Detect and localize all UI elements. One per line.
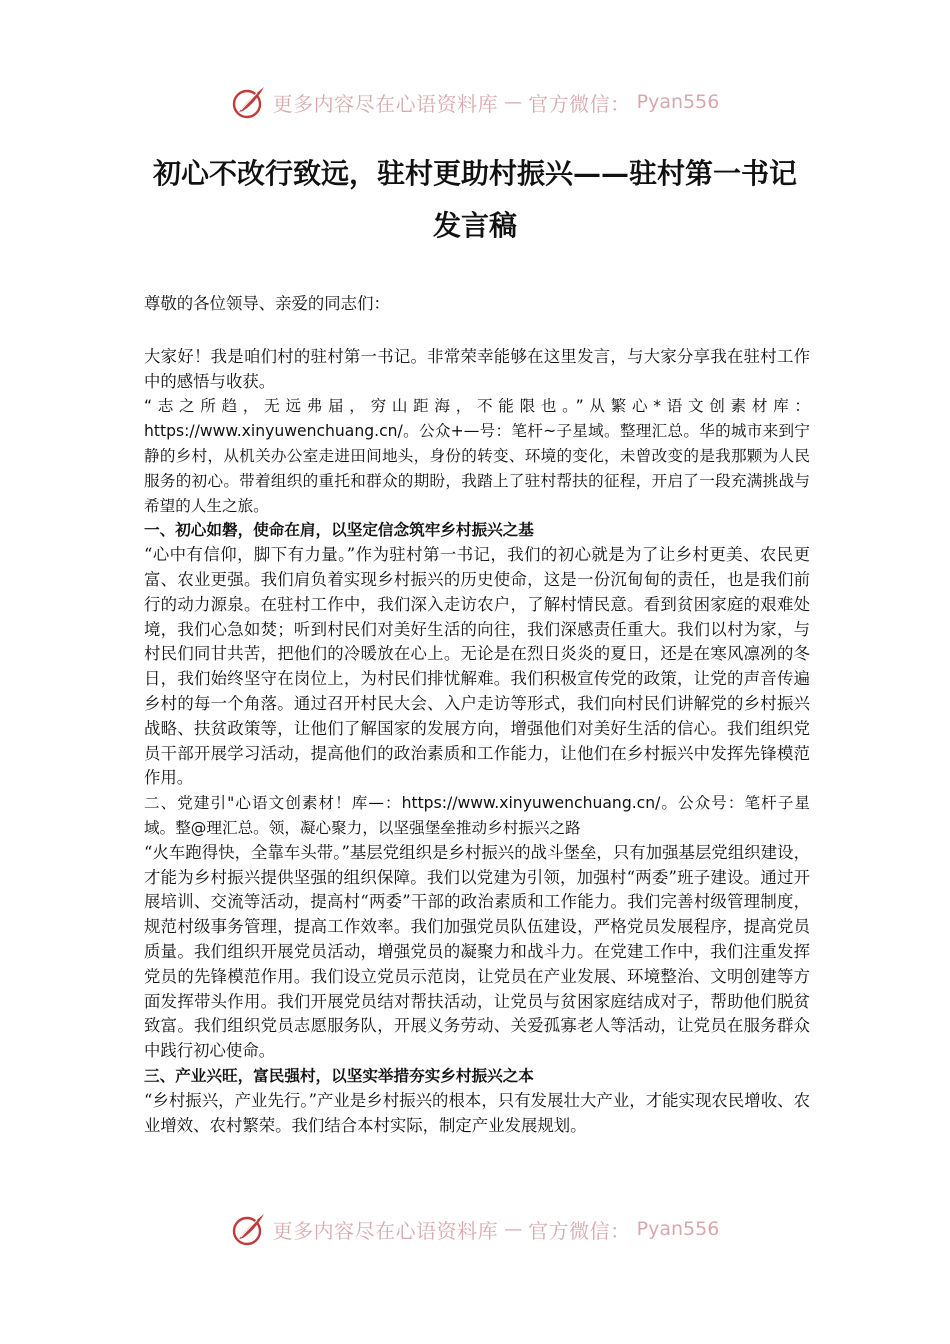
footer-watermark-banner — [0, 1211, 950, 1251]
document-title — [140, 148, 810, 252]
banner-official-label: 官方微信： — [528, 1218, 631, 1243]
banner-separator: — — [504, 1218, 523, 1240]
banner-separator: — — [504, 91, 523, 113]
document-body — [144, 292, 810, 1138]
header-watermark-banner — [0, 84, 950, 124]
paragraph-quote: “志之所趋，无远弗届，穷山距海，不能限也。”从繁心*语文创素材库：https://www.xinyuwenchuang.cn/。公众+—号：笔杆~子星域。整理汇总。华的城市来到宁静的乡村，从机关办公室走进田间地头，身份的转变、环境的变化，未曾改变的是我那颗为人民服务的初心。带着组织的重托和群众的期盼，我踏上了驻村帮扶的征程，开启了一段充满挑战与希望的人生之旅。 — [144, 397, 810, 515]
title-line-1: 初心不改行致远，驻村更助村振兴——驻村第一书记 — [152, 157, 797, 190]
section-heading-3: 三、产业兴旺，富民强村，以坚实举措夯实乡村振兴之本 — [144, 1066, 534, 1085]
section-heading-1: 一、初心如磐，使命在肩，以坚定信念筑牢乡村振兴之基 — [144, 521, 534, 540]
paragraph-section-3: “乡村振兴，产业先行。”产业是乡村振兴的根本，只有发展壮大产业，才能实现农民增收、农业增效、农村繁荣。我们结合本村实际，制定产业发展规划。 — [144, 1090, 810, 1135]
greeting: 尊敬的各位领导、亲爱的同志们： — [144, 294, 390, 313]
paragraph-section-1: “心中有信仰，脚下有力量。”作为驻村第一书记，我们的初心就是为了让乡村更美、农民更富、农业更强。我们肩负着实现乡村振兴的历史使命，这是一份沉甸甸的责任，也是我们前行的动力源泉。在驻村工作中，我们深入走访农户，了解村情民意。看到贫困家庭的艰难处境，我们心急如焚；听到村民们对美好生活的向往，我们深感责任重大。我们以村为家，与村民们同甘共苦，把他们的冷暖放在心上。无论是在烈日炎炎的夏日，还是在寒风凛冽的冬日，我们始终坚守在岗位上，为村民们排忧解难。我们积极宣传党的政策，让党的声音传遍乡村的每一个角落。通过召开村民大会、入户走访等形式，我们向村民们讲解党的乡村振兴战略、扶贫政策等，让他们了解国家的发展方向，增强他们对美好生活的信心。我们组织党员干部开展学习活动，提高他们的政治素质和工作能力，让他们在乡村振兴中发挥先锋模范作用。 — [144, 545, 810, 788]
banner-slogan: 更多内容尽在心语资料库 — [272, 91, 499, 116]
quill-logo-icon — [231, 1211, 267, 1247]
paragraph-intro: 大家好！我是咱们村的驻村第一书记。非常荣幸能够在这里发言，与大家分享我在驻村工作中的感悟与收获。 — [144, 346, 810, 391]
banner-wechat-handle: Pyan556 — [636, 1218, 720, 1240]
banner-wechat-handle: Pyan556 — [636, 91, 720, 113]
quill-logo-icon — [231, 84, 267, 120]
section-heading-2: 二、党建引"心语文创素材！库—：https://www.xinyuwenchuang.cn/。公众号：笔杆子星域。整@理汇总。领，凝心聚力，以坚强堡垒推动乡村振兴之路 — [144, 794, 810, 837]
paragraph-section-2: “火车跑得快，全靠车头带。”基层党组织是乡村振兴的战斗堡垒，只有加强基层党组织建设，才能为乡村振兴提供坚强的组织保障。我们以党建为引领，加强村“两委”班子建设。通过开展培训、交流等活动，提高村“两委”干部的政治素质和工作能力。我们完善村级管理制度，规范村级事务管理，提高工作效率。我们加强党员队伍建设，严格党员发展程序，提高党员质量。我们组织开展党员活动，增强党员的凝聚力和战斗力。在党建工作中，我们注重发挥党员的先锋模范作用。我们设立党员示范岗，让党员在产业发展、环境整治、文明创建等方面发挥带头作用。我们开展党员结对帮扶活动，让党员与贫困家庭结成对子，帮助他们脱贫致富。我们组织党员志愿服务队，开展义务劳动、关爱孤寡老人等活动，让党员在服务群众中践行初心使命。 — [144, 842, 810, 1061]
title-line-2: 发言稿 — [432, 209, 517, 242]
banner-official-label: 官方微信： — [528, 91, 631, 116]
banner-slogan: 更多内容尽在心语资料库 — [272, 1218, 499, 1243]
